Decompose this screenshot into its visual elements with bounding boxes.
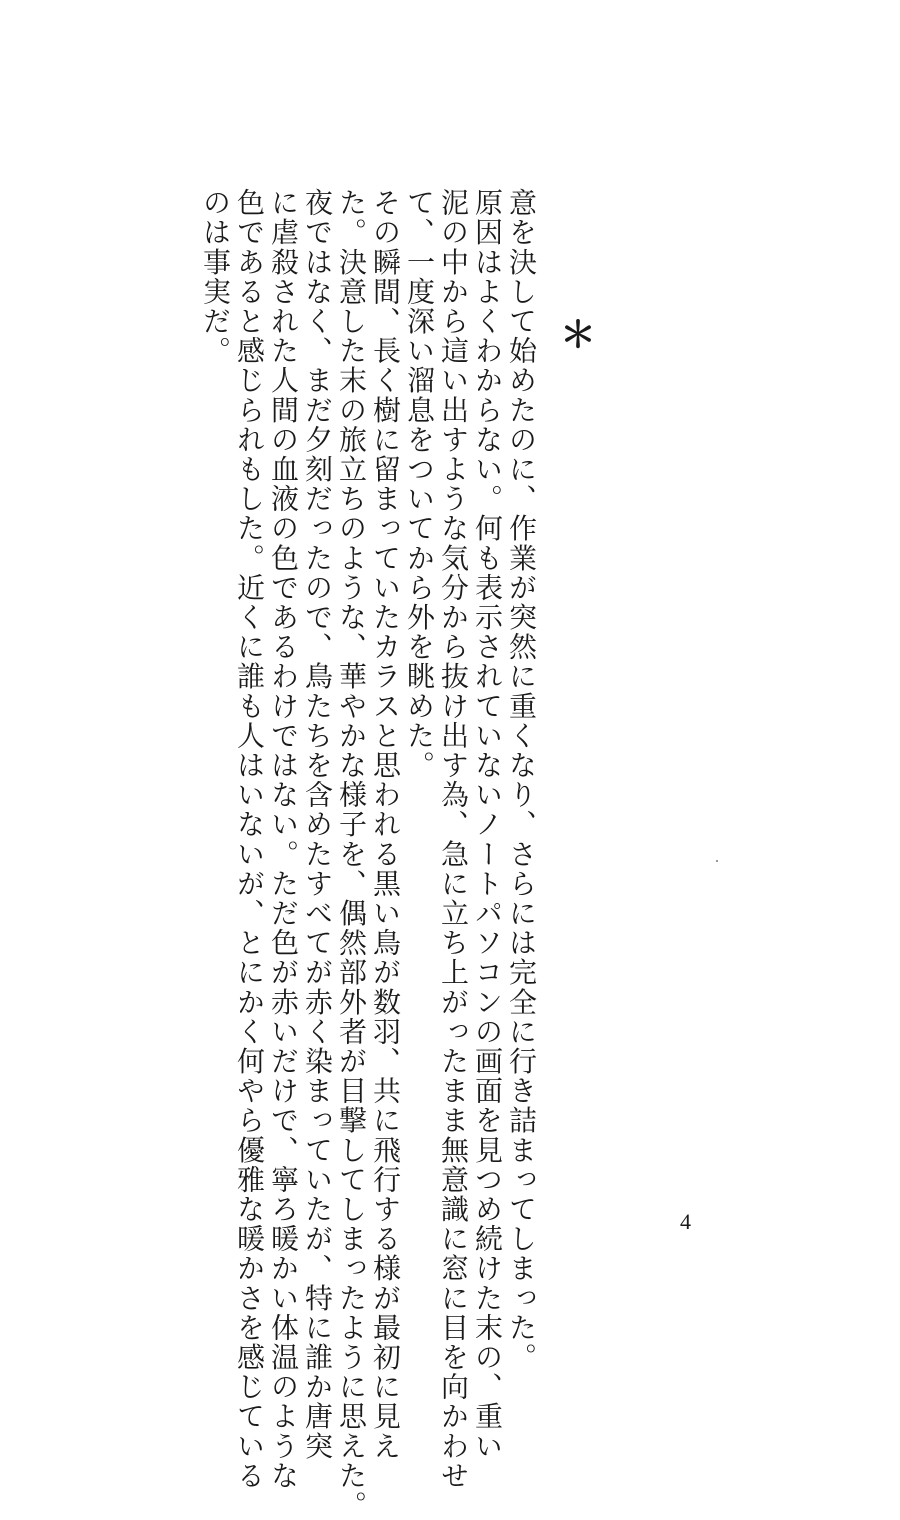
text-line-3: 泥の中から這い出すような気分から抜け出す為、急に立ち上がったまま無意識に窓に目を向かわせ bbox=[437, 188, 470, 1491]
page-number: 4 bbox=[680, 1209, 691, 1234]
section-break-asterisk: ＊ bbox=[560, 315, 597, 356]
text-line-5: その瞬間、長く樹に留まっていたカラスと思われる黒い鳥が数羽、共に飛行する様が最初に見え bbox=[369, 188, 402, 1461]
scan-speck bbox=[716, 860, 718, 862]
text-line-8: に虐殺された人間の血液の色であるわけではない。ただ色が赤いだけで、寧ろ暖かい体温のような bbox=[267, 188, 300, 1491]
text-line-4: て、一度深い溜息をついてから外を眺めた。 bbox=[403, 188, 436, 780]
text-line-2: 原因はよくわからない。何も表示されていないノートパソコンの画面を見つめ続けた末の、重い bbox=[471, 188, 504, 1461]
text-line-1: 意を決して始めたのに、作業が突然に重くなり、さらには完全に行き詰まってしまった。 bbox=[505, 188, 538, 1372]
text-line-9: 色であると感じられもした。近くに誰も人はいないが、とにかく何やら優雅な暖かさを感じている bbox=[233, 188, 266, 1491]
text-line-6: た。決意した末の旅立ちのような、華やかな様子を、偶然部外者が目撃してしまったように思えた。 bbox=[335, 188, 368, 1520]
text-line-7: 夜ではなく、まだ夕刻だったので、鳥たちを含めたすべてが赤く染まっていたが、特に誰か唐突 bbox=[301, 188, 334, 1461]
text-line-10: のは事実だ。 bbox=[199, 188, 232, 366]
